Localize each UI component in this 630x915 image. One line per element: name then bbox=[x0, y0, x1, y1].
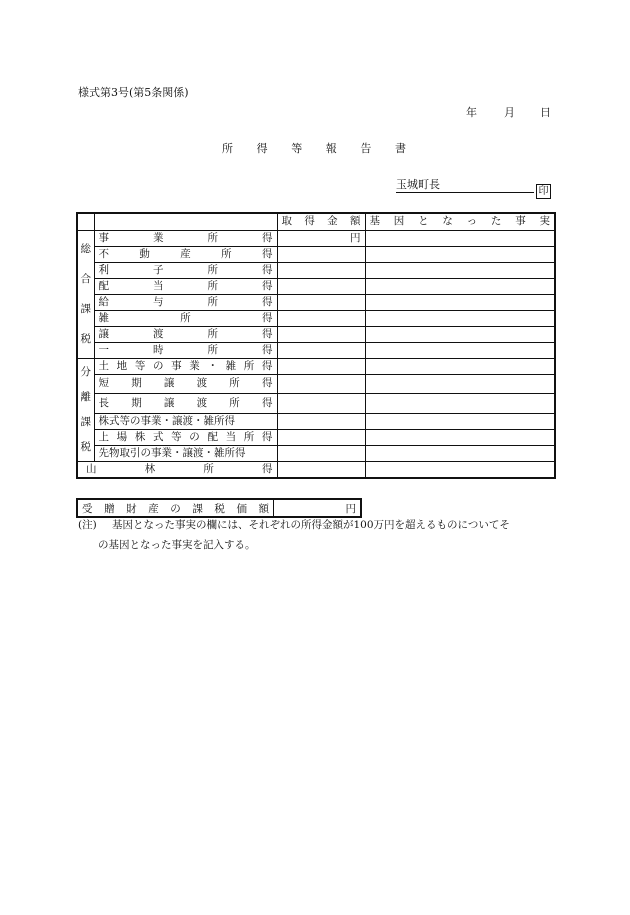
cause-cell[interactable] bbox=[365, 310, 555, 326]
table-row bbox=[77, 294, 555, 310]
document-title: 所 得 等 報 告 書 bbox=[222, 142, 406, 155]
table-row bbox=[77, 374, 555, 393]
row-label: 先物取引の事業・譲渡・雑所得 bbox=[98, 446, 246, 459]
cause-cell[interactable] bbox=[365, 429, 555, 445]
gift-tax-table bbox=[76, 498, 362, 518]
note-line-1: 基因となった事実の欄には、それぞれの所得金額が100万円を超えるものについてそ bbox=[112, 519, 510, 531]
gift-amount-cell[interactable]: 円 bbox=[274, 499, 362, 517]
row-label: 不 動 産 所 得 bbox=[98, 247, 273, 260]
row-label: 一 時 所 得 bbox=[98, 343, 273, 356]
row-label: 長 期 譲 渡 所 得 bbox=[98, 396, 273, 409]
table-row bbox=[77, 310, 555, 326]
table-row bbox=[77, 262, 555, 278]
row-label: 短 期 譲 渡 所 得 bbox=[98, 377, 273, 389]
note-label: (注) bbox=[78, 519, 97, 531]
amount-cell[interactable]: 円 bbox=[277, 230, 365, 246]
amount-cell[interactable] bbox=[277, 262, 365, 278]
cause-cell[interactable] bbox=[365, 294, 555, 310]
amount-cell[interactable] bbox=[277, 326, 365, 342]
table-row bbox=[77, 461, 555, 478]
row-label: 土 地 等 の 事 業 ・ 雑 所 得 bbox=[98, 359, 273, 372]
table-header-row bbox=[77, 213, 555, 230]
cause-cell[interactable] bbox=[365, 374, 555, 393]
table-row bbox=[77, 413, 555, 429]
row-label: 基 因 と な っ た 事 実 bbox=[369, 215, 550, 228]
row-label: 受 贈 財 産 の 課 税 価 額 bbox=[82, 502, 269, 515]
row-label: 譲 渡 所 得 bbox=[98, 327, 273, 340]
amount-cell[interactable] bbox=[277, 358, 365, 374]
addressee-line bbox=[396, 178, 534, 193]
table-row bbox=[77, 246, 555, 262]
row-label: 取 得 金 額 bbox=[281, 215, 361, 228]
cause-cell[interactable] bbox=[365, 393, 555, 413]
cause-cell[interactable] bbox=[365, 262, 555, 278]
cause-column-header bbox=[365, 213, 555, 230]
cause-cell[interactable] bbox=[365, 342, 555, 358]
date-day-label: 日 bbox=[540, 106, 551, 119]
income-table bbox=[76, 212, 556, 479]
table-row bbox=[77, 445, 555, 461]
amount-column-header bbox=[277, 213, 365, 230]
table-row bbox=[77, 429, 555, 445]
table-row bbox=[77, 230, 555, 246]
date-year-label: 年 bbox=[466, 106, 477, 119]
amount-cell[interactable] bbox=[277, 393, 365, 413]
general-taxation-group-label: 総 合 課 税 bbox=[77, 230, 94, 358]
date-month-label: 月 bbox=[504, 106, 515, 119]
cause-cell[interactable] bbox=[365, 413, 555, 429]
cause-cell[interactable] bbox=[365, 326, 555, 342]
cause-cell[interactable] bbox=[365, 461, 555, 478]
row-label: 利 子 所 得 bbox=[98, 263, 273, 276]
table-row bbox=[77, 278, 555, 294]
amount-cell[interactable] bbox=[277, 461, 365, 478]
table-row bbox=[77, 499, 361, 517]
amount-cell[interactable] bbox=[277, 342, 365, 358]
row-label: 山 林 所 得 bbox=[86, 462, 273, 475]
cause-cell[interactable] bbox=[365, 358, 555, 374]
row-label: 株式等の事業・譲渡・雑所得 bbox=[98, 414, 235, 427]
cause-cell[interactable] bbox=[365, 278, 555, 294]
cause-cell[interactable] bbox=[365, 445, 555, 461]
amount-cell[interactable] bbox=[277, 445, 365, 461]
table-row bbox=[77, 326, 555, 342]
form-number: 様式第3号(第5条関係) bbox=[78, 86, 189, 99]
row-label: 給 与 所 得 bbox=[98, 295, 273, 308]
amount-cell[interactable] bbox=[277, 246, 365, 262]
table-row bbox=[77, 393, 555, 413]
cause-cell[interactable] bbox=[365, 230, 555, 246]
row-label: 事 業 所 得 bbox=[98, 231, 273, 244]
row-label: 雑 所 得 bbox=[98, 311, 273, 324]
row-label: 上 場 株 式 等 の 配 当 所 得 bbox=[98, 430, 273, 443]
cause-cell[interactable] bbox=[365, 246, 555, 262]
separate-taxation-group-label: 分 離 課 税 bbox=[77, 358, 94, 461]
table-row bbox=[77, 358, 555, 374]
amount-cell[interactable] bbox=[277, 294, 365, 310]
note-line-2: の基因となった事実を記入する。 bbox=[98, 539, 256, 551]
amount-cell[interactable] bbox=[277, 374, 365, 393]
row-label: 配 当 所 得 bbox=[98, 279, 273, 292]
amount-cell[interactable] bbox=[277, 278, 365, 294]
seal-mark: 印 bbox=[536, 179, 551, 199]
amount-cell[interactable] bbox=[277, 413, 365, 429]
amount-cell[interactable] bbox=[277, 310, 365, 326]
table-row bbox=[77, 342, 555, 358]
amount-cell[interactable] bbox=[277, 429, 365, 445]
addressee-name: 玉城町長 bbox=[396, 178, 440, 191]
